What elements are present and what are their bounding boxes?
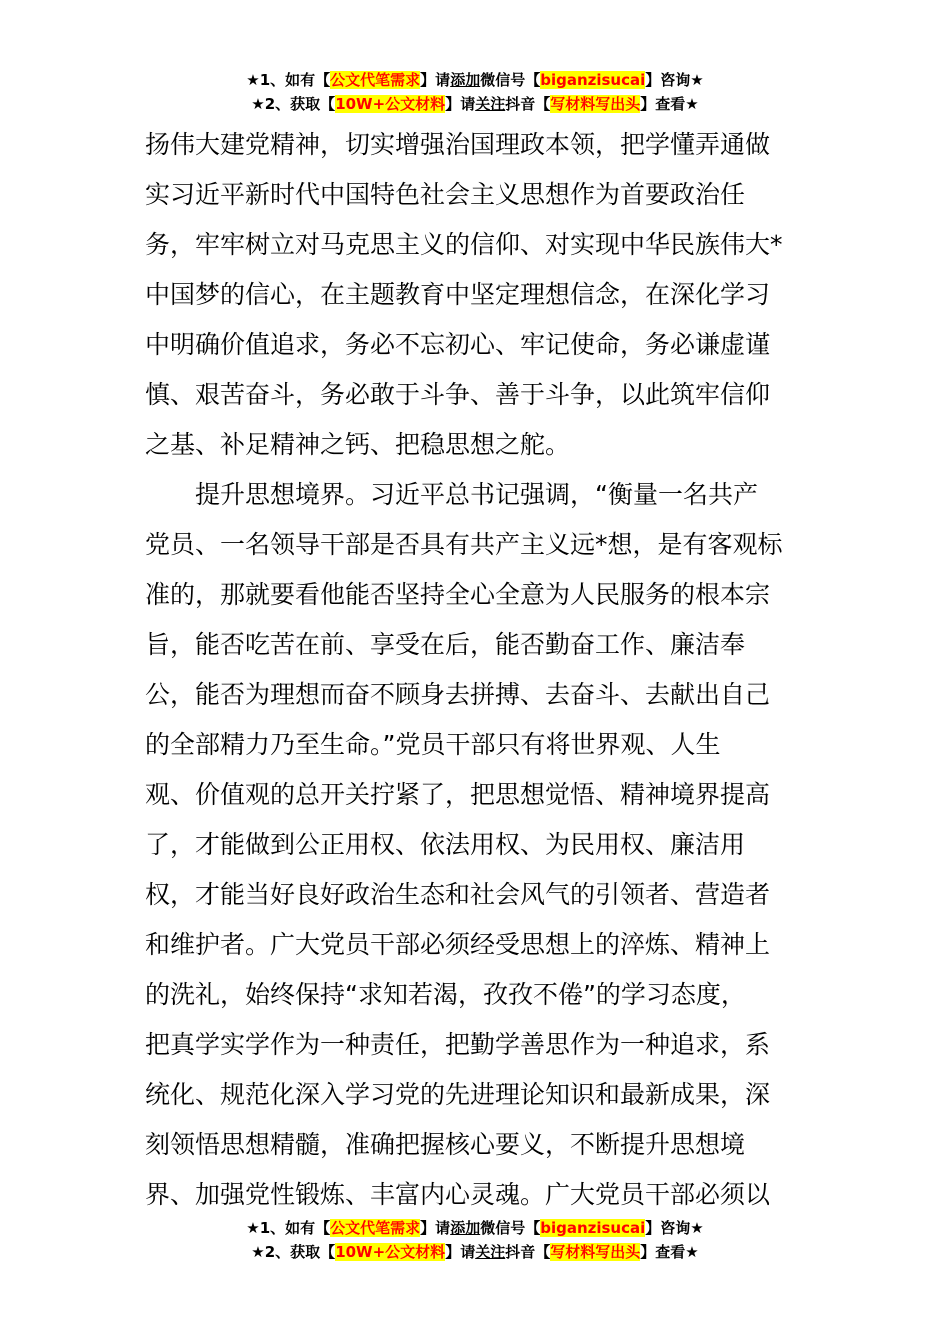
banner-text: 】咨询★ bbox=[645, 1219, 704, 1237]
banner-text: 】请 bbox=[420, 1219, 451, 1237]
footer-banner bbox=[0, 1216, 950, 1264]
banner-highlight: biganzisucai bbox=[540, 71, 646, 89]
banner-highlight: 10W+公文材料 bbox=[335, 1243, 446, 1261]
banner-text: 】咨询★ bbox=[645, 71, 704, 89]
banner-text: 微信号【 bbox=[480, 71, 541, 89]
text-line: 务，牢牢树立对马克思主义的信仰、对实现中华民族伟大* bbox=[145, 230, 783, 259]
text-line: 中明确价值追求，务必不忘初心、牢记使命，务必谦虚谨 bbox=[145, 330, 771, 359]
header-banner bbox=[0, 68, 950, 116]
banner-text: ★2、获取【 bbox=[251, 95, 336, 113]
banner-underlined: 关注 bbox=[475, 1243, 506, 1261]
text-line: 了，才能做到公正用权、依法用权、为民用权、廉洁用 bbox=[145, 830, 746, 859]
text-line: 的洗礼，始终保持“求知若渴，孜孜不倦”的学习态度， bbox=[145, 980, 746, 1009]
banner-line-2 bbox=[0, 1240, 950, 1264]
banner-text: ★1、如有【 bbox=[246, 1219, 331, 1237]
banner-highlight: 写材料写出头 bbox=[550, 95, 641, 113]
banner-text: 】查看★ bbox=[640, 95, 699, 113]
banner-underlined: 添加 bbox=[450, 1219, 481, 1237]
banner-text: 】请 bbox=[445, 1243, 476, 1261]
banner-line-1 bbox=[0, 68, 950, 92]
banner-text: 抖音【 bbox=[505, 95, 551, 113]
document-body bbox=[145, 120, 809, 1220]
banner-highlight: 10W+公文材料 bbox=[335, 95, 446, 113]
banner-text: 】请 bbox=[445, 95, 476, 113]
text-line: 界、加强党性锻炼、丰富内心灵魂。广大党员干部必须以 bbox=[145, 1180, 771, 1209]
banner-text: ★2、获取【 bbox=[251, 1243, 336, 1261]
banner-text: 微信号【 bbox=[480, 1219, 541, 1237]
banner-highlight: 公文代笔需求 bbox=[330, 1219, 421, 1237]
text-line: 扬伟大建党精神，切实增强治国理政本领，把学懂弄通做 bbox=[145, 130, 771, 159]
banner-highlight: biganzisucai bbox=[540, 1219, 646, 1237]
text-line: 的全部精力乃至生命。”党员干部只有将世界观、人生 bbox=[145, 730, 721, 759]
text-line: 刻领悟思想精髓，准确把握核心要义，不断提升思想境 bbox=[145, 1130, 746, 1159]
text-line: 统化、规范化深入学习党的先进理论知识和最新成果，深 bbox=[145, 1080, 771, 1109]
text-line: 旨，能否吃苦在前、享受在后，能否勤奋工作、廉洁奉 bbox=[145, 630, 746, 659]
text-line: 中国梦的信心，在主题教育中坚定理想信念，在深化学习 bbox=[145, 280, 771, 309]
text-line: 实习近平新时代中国特色社会主义思想作为首要政治任 bbox=[145, 180, 746, 209]
banner-line-1 bbox=[0, 1216, 950, 1240]
text-line: 权，才能当好良好政治生态和社会风气的引领者、营造者 bbox=[145, 880, 771, 909]
text-line: 把真学实学作为一种责任，把勤学善思作为一种追求，系 bbox=[145, 1030, 771, 1059]
banner-text: 抖音【 bbox=[505, 1243, 551, 1261]
banner-underlined: 添加 bbox=[450, 71, 481, 89]
banner-highlight: 公文代笔需求 bbox=[330, 71, 421, 89]
text-line: 准的，那就要看他能否坚持全心全意为人民服务的根本宗 bbox=[145, 580, 771, 609]
text-line: 和维护者。广大党员干部必须经受思想上的淬炼、精神上 bbox=[145, 930, 771, 959]
banner-highlight: 写材料写出头 bbox=[550, 1243, 641, 1261]
text-line: 观、价值观的总开关拧紧了，把思想觉悟、精神境界提高 bbox=[145, 780, 771, 809]
text-line: 慎、艰苦奋斗，务必敢于斗争、善于斗争，以此筑牢信仰 bbox=[145, 380, 771, 409]
banner-underlined: 关注 bbox=[475, 95, 506, 113]
banner-text: ★1、如有【 bbox=[246, 71, 331, 89]
text-line: 提升思想境界。习近平总书记强调，“衡量一名共产 bbox=[145, 480, 758, 509]
text-line: 之基、补足精神之钙、把稳思想之舵。 bbox=[145, 430, 571, 459]
banner-text: 】查看★ bbox=[640, 1243, 699, 1261]
banner-text: 】请 bbox=[420, 71, 451, 89]
text-line: 公，能否为理想而奋不顾身去拼搏、去奋斗、去献出自己 bbox=[145, 680, 771, 709]
banner-line-2 bbox=[0, 92, 950, 116]
text-line: 党员、一名领导干部是否具有共产主义远*想，是有客观标 bbox=[145, 530, 783, 559]
